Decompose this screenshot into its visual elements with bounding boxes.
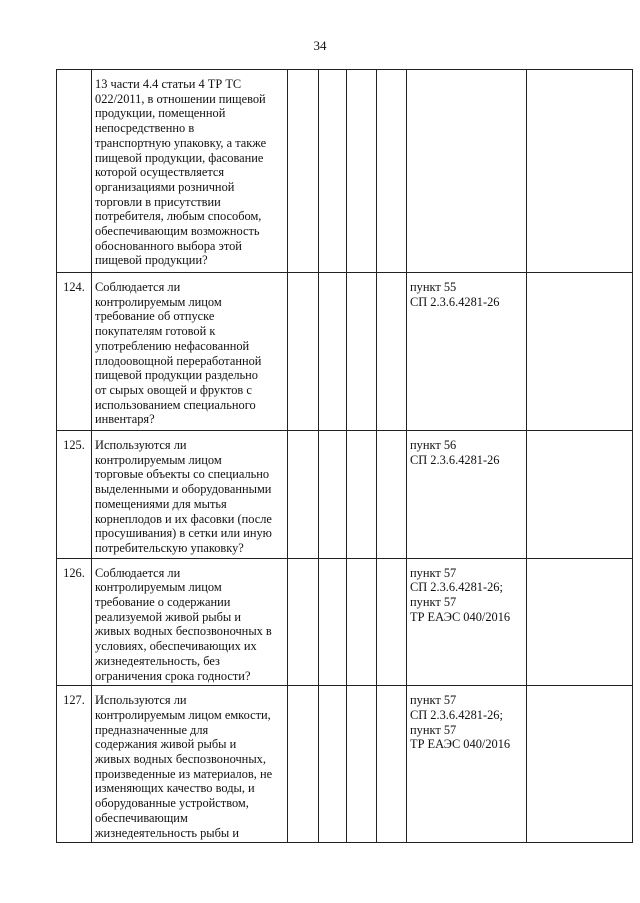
answer-no-cell (319, 686, 347, 843)
table-row (57, 273, 633, 431)
answer-no-cell (319, 431, 347, 559)
answer-extra-cell (377, 273, 407, 431)
notes-cell (527, 431, 633, 559)
answer-no-cell (319, 70, 347, 273)
table-row (57, 431, 633, 559)
table-row (57, 558, 633, 686)
legal-reference: пункт 56 СП 2.3.6.4281-26 (410, 438, 500, 467)
answer-not-applicable-cell (347, 686, 377, 843)
answer-not-applicable-cell (347, 70, 377, 273)
notes-cell (527, 686, 633, 843)
answer-extra-cell (377, 431, 407, 559)
notes-cell (527, 70, 633, 273)
requirement-question: Используются ли контролируемым лицом торговые объекты со специально выделенными и оборудованными помещениями для мытья корнеплодов и их фасовки (после просушивания) в сетки или иную потребительскую упаковку? (95, 438, 272, 555)
row-number: 126. (57, 558, 92, 686)
answer-not-applicable-cell (347, 431, 377, 559)
answer-yes-cell (288, 431, 319, 559)
answer-no-cell (319, 273, 347, 431)
page-number: 34 (313, 38, 327, 53)
requirement-question: Соблюдается ли контролируемым лицом требование об отпуске покупателям готовой к употреблению нефасованной плодоовощной переработанной пищевой продукции раздельно от сырых овощей и фруктов с использованием специального инвентаря? (95, 280, 262, 427)
answer-yes-cell (288, 686, 319, 843)
answer-not-applicable-cell (347, 273, 377, 431)
legal-reference: пункт 57 СП 2.3.6.4281-26; пункт 57 ТР ЕАЭС 040/2016 (410, 565, 511, 624)
answer-not-applicable-cell (347, 558, 377, 686)
notes-cell (527, 273, 633, 431)
answer-yes-cell (288, 273, 319, 431)
answer-extra-cell (377, 686, 407, 843)
row-number: 124. (57, 273, 92, 431)
legal-reference: пункт 57 СП 2.3.6.4281-26; пункт 57 ТР ЕАЭС 040/2016 (410, 693, 511, 752)
row-number: 127. (57, 686, 92, 843)
table-row (57, 686, 633, 843)
answer-extra-cell (377, 70, 407, 273)
legal-reference: пункт 55 СП 2.3.6.4281-26 (410, 280, 500, 309)
checklist-table (56, 69, 633, 843)
row-number (57, 70, 92, 273)
requirement-question: 13 части 4.4 статьи 4 ТР ТС 022/2011, в отношении пищевой продукции, помещенной непосредственно в транспортную упаковку, а также пищевой продукции, фасование которой осуществляется организациями розничной торговли в присутствии потребителя, любым способом, обеспечивающим возможность обоснованного выбора этой пищевой продукции? (95, 77, 267, 268)
answer-no-cell (319, 558, 347, 686)
requirement-question: Используются ли контролируемым лицом емкости, предназначенные для содержания живой рыбы и живых водных беспозвоночных, произведенные из материалов, не изменяющих качество воды, и оборудованные устройством, обеспечивающим жизнедеятельность рыбы и (95, 693, 273, 840)
answer-yes-cell (288, 70, 319, 273)
row-number: 125. (57, 431, 92, 559)
table-row (57, 70, 633, 273)
answer-extra-cell (377, 558, 407, 686)
requirement-question: Соблюдается ли контролируемым лицом требование о содержании реализуемой живой рыбы и живых водных беспозвоночных в условиях, обеспечивающих их жизнедеятельность, без ограничения срока годности? (95, 565, 272, 683)
answer-yes-cell (288, 558, 319, 686)
notes-cell (527, 558, 633, 686)
